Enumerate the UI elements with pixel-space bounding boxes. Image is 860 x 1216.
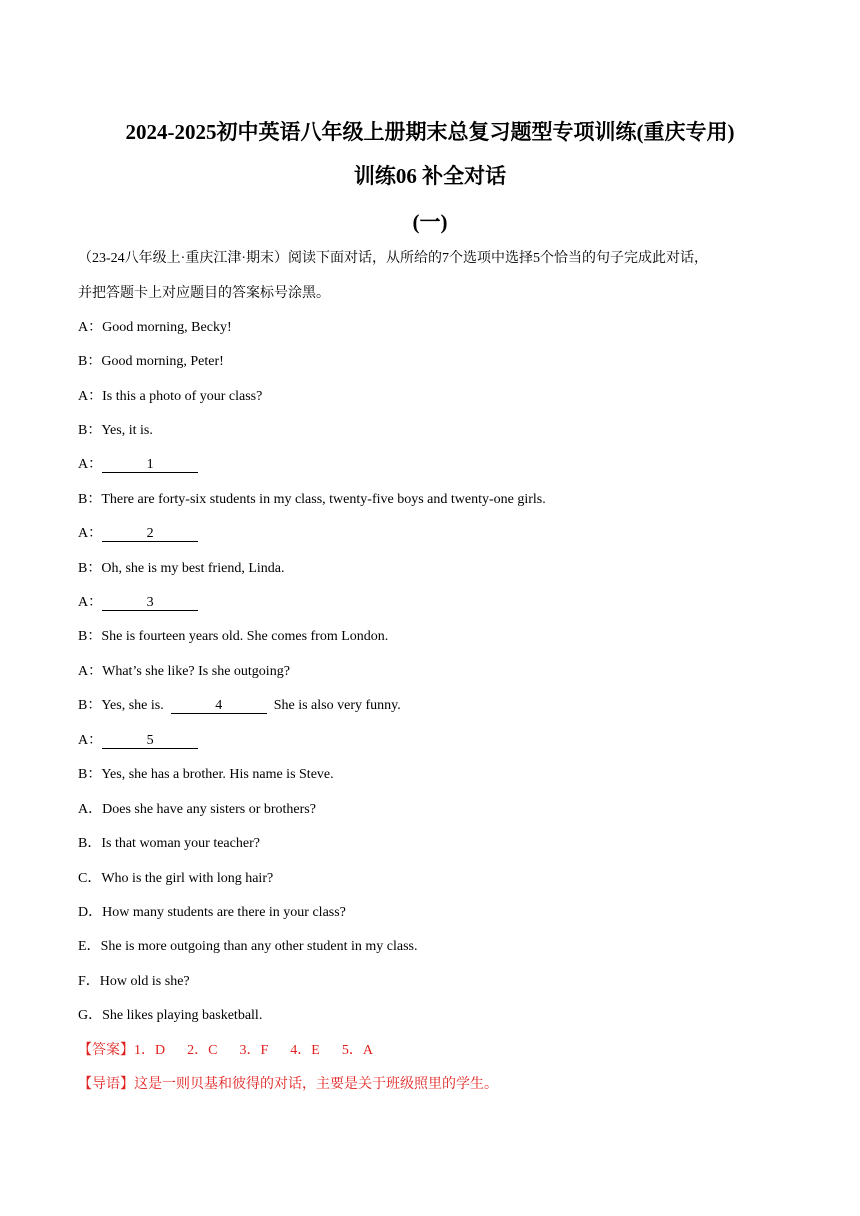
answer-blank-2[interactable]: 2: [102, 526, 198, 542]
option-item: [78, 1007, 262, 1025]
answer-blank-4[interactable]: 4: [171, 698, 267, 714]
answer-item: 3．F: [239, 1043, 269, 1058]
dialogue-text: Oh, she is my best friend, Linda.: [101, 561, 285, 576]
dialogue-text: Good morning, Becky!: [102, 320, 232, 335]
speaker-label: A：: [78, 320, 103, 335]
option-item: [78, 801, 316, 819]
option-text: Is that woman your teacher?: [101, 836, 260, 851]
option-item: [78, 870, 273, 888]
dialogue-line: [78, 766, 334, 784]
instructions-line-2: 并把答题卡上对应题目的答案标号涂黑。: [78, 286, 330, 301]
answer-blank-5[interactable]: 5: [102, 733, 198, 749]
document-subtitle: 训练06 补全对话: [353, 164, 507, 188]
dialogue-text: Good morning, Peter!: [101, 354, 224, 369]
dialogue-line: [78, 732, 198, 750]
option-item: [78, 938, 417, 956]
option-text: How old is she?: [99, 974, 190, 989]
option-letter: A．: [78, 802, 103, 817]
dialogue-text: What’s she like? Is she outgoing?: [102, 664, 290, 679]
dialogue-line: [78, 560, 284, 578]
option-text: She is more outgoing than any other student in my class.: [100, 939, 418, 954]
answer-label: 【答案】: [78, 1043, 134, 1058]
option-text: She likes playing basketball.: [102, 1008, 263, 1023]
option-item: [78, 904, 346, 922]
dialogue-text: She is fourteen years old. She comes from London.: [101, 629, 389, 644]
guide-label: 【导语】: [78, 1077, 134, 1092]
dialogue-text: Yes, it is.: [101, 423, 153, 438]
answer-item: 1．D: [134, 1043, 166, 1058]
option-text: Does she have any sisters or brothers?: [102, 802, 316, 817]
answer-blank-1[interactable]: 1: [102, 457, 198, 473]
dialogue-line: [78, 594, 198, 612]
option-letter: G．: [78, 1008, 103, 1023]
answer-item: 5．A: [341, 1043, 373, 1058]
option-text: How many students are there in your class?: [102, 905, 346, 920]
answer-item: 2．C: [187, 1043, 218, 1058]
answer-item: 4．E: [290, 1043, 320, 1058]
option-text: Who is the girl with long hair?: [101, 871, 274, 886]
instructions-line-1: （23-24八年级上·重庆江津·期末）阅读下面对话，从所给的7个选项中选择5个恰当的句子完成此对话，: [78, 251, 708, 266]
option-item: [78, 835, 260, 853]
dialogue-line: [78, 456, 198, 474]
dialogue-line: [78, 491, 546, 509]
dialogue-line: [78, 319, 232, 337]
option-letter: D．: [78, 905, 103, 920]
speaker-label: A：: [78, 457, 103, 472]
option-letter: C．: [78, 871, 102, 886]
speaker-label: B：: [78, 354, 102, 369]
dialogue-line: [78, 628, 388, 646]
dialogue-text: Yes, she is.: [101, 698, 164, 713]
option-letter: F．: [78, 974, 100, 989]
answer-blank-3[interactable]: 3: [102, 595, 198, 611]
dialogue-line: [78, 388, 262, 406]
option-letter: E．: [78, 939, 101, 954]
guide-text: 这是一则贝基和彼得的对话，主要是关于班级照里的学生。: [134, 1077, 498, 1092]
speaker-label: B：: [78, 561, 102, 576]
section-heading: (一): [412, 210, 448, 234]
speaker-label: A：: [78, 733, 103, 748]
speaker-label: A：: [78, 526, 103, 541]
dialogue-text: Is this a photo of your class?: [102, 389, 263, 404]
dialogue-line: [78, 353, 224, 371]
dialogue-text: Yes, she has a brother. His name is Steve.: [101, 767, 334, 782]
document-title: 2024-2025初中英语八年级上册期末总复习题型专项训练(重庆专用): [125, 120, 735, 144]
speaker-label: B：: [78, 492, 102, 507]
dialogue-line: [78, 525, 198, 543]
speaker-label: A：: [78, 664, 103, 679]
dialogue-text: She is also very funny.: [273, 698, 401, 713]
option-item: [78, 973, 190, 991]
speaker-label: B：: [78, 767, 102, 782]
guide-line: [78, 1076, 498, 1094]
dialogue-line: [78, 422, 153, 440]
speaker-label: A：: [78, 595, 103, 610]
speaker-label: B：: [78, 698, 102, 713]
dialogue-line: [78, 663, 290, 681]
speaker-label: A：: [78, 389, 103, 404]
dialogue-line: [78, 697, 401, 715]
dialogue-text: There are forty-six students in my class, twenty-five boys and twenty-one girls.: [101, 492, 546, 507]
option-letter: B．: [78, 836, 102, 851]
speaker-label: B：: [78, 629, 102, 644]
answer-line: [78, 1042, 373, 1060]
speaker-label: B：: [78, 423, 102, 438]
